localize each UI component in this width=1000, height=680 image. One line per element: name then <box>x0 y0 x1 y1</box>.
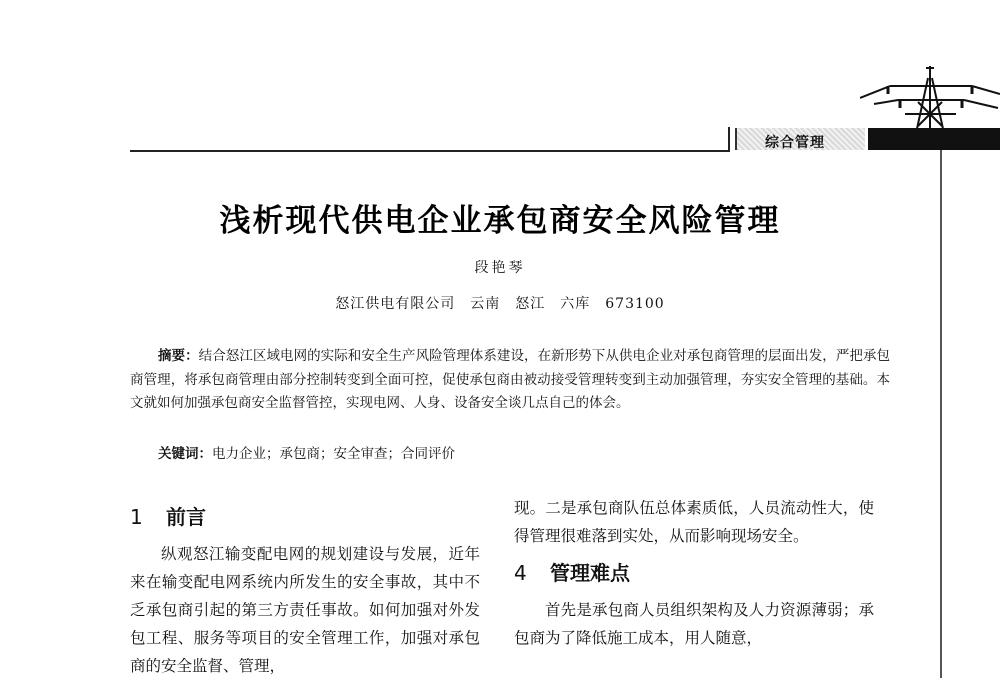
abstract <box>130 345 890 416</box>
section-heading-4 <box>514 556 874 590</box>
right-column <box>514 494 874 652</box>
section-title: 管理难点 <box>550 561 630 585</box>
author-affiliation: 怒江供电有限公司 云南 怒江 六库 673100 <box>335 296 665 312</box>
keywords <box>158 443 888 466</box>
power-tower-icon <box>860 58 1000 138</box>
section-heading-1 <box>130 500 480 534</box>
header-rule <box>130 150 730 152</box>
section-4-paragraph: 首先是承包商人员组织架构及人力资源薄弱；承包商为了降低施工成本，用人随意， <box>514 601 874 647</box>
keywords-text: 电力企业；承包商；安全审查；合同评价 <box>212 446 455 462</box>
abstract-text: 结合怒江区域电网的实际和安全生产风险管理体系建设，在新形势下从供电企业对承包商管理的层面出发，严把承包商管理，将承包商管理由部分控制转变到全面可控，促使承包商由被动接受管理转变到主动加强管理，夯实安全管理的基础。本文就如何加强承包商安全监督管控，实现电网、人身、设备安全谈几点自己的体会。 <box>130 348 891 411</box>
author-name: 段艳琴 <box>474 260 526 276</box>
section-number: 1 <box>130 505 143 529</box>
section-number: 4 <box>514 561 527 585</box>
section-label: 综合管理 <box>765 135 825 151</box>
header-rule-tick <box>728 127 730 152</box>
section-title: 前言 <box>166 505 206 529</box>
section-1-paragraph: 纵观怒江输变配电网的规划建设与发展，近年来在输变配电网系统内所发生的安全事故，其中不乏承包商引起的第三方责任事故。如何加强对外发包工程、服务等项目的安全管理工作，加强对承包商的安全监督、管理， <box>130 545 480 675</box>
article-title: 浅析现代供电企业承包商安全风险管理 <box>219 203 781 239</box>
keywords-label: 关键词： <box>158 446 212 462</box>
abstract-label: 摘要： <box>158 348 199 364</box>
left-column <box>130 500 480 680</box>
continued-paragraph: 现。二是承包商队伍总体素质低，人员流动性大，使得管理很难落到实处，从而影响现场安全。 <box>514 499 874 545</box>
